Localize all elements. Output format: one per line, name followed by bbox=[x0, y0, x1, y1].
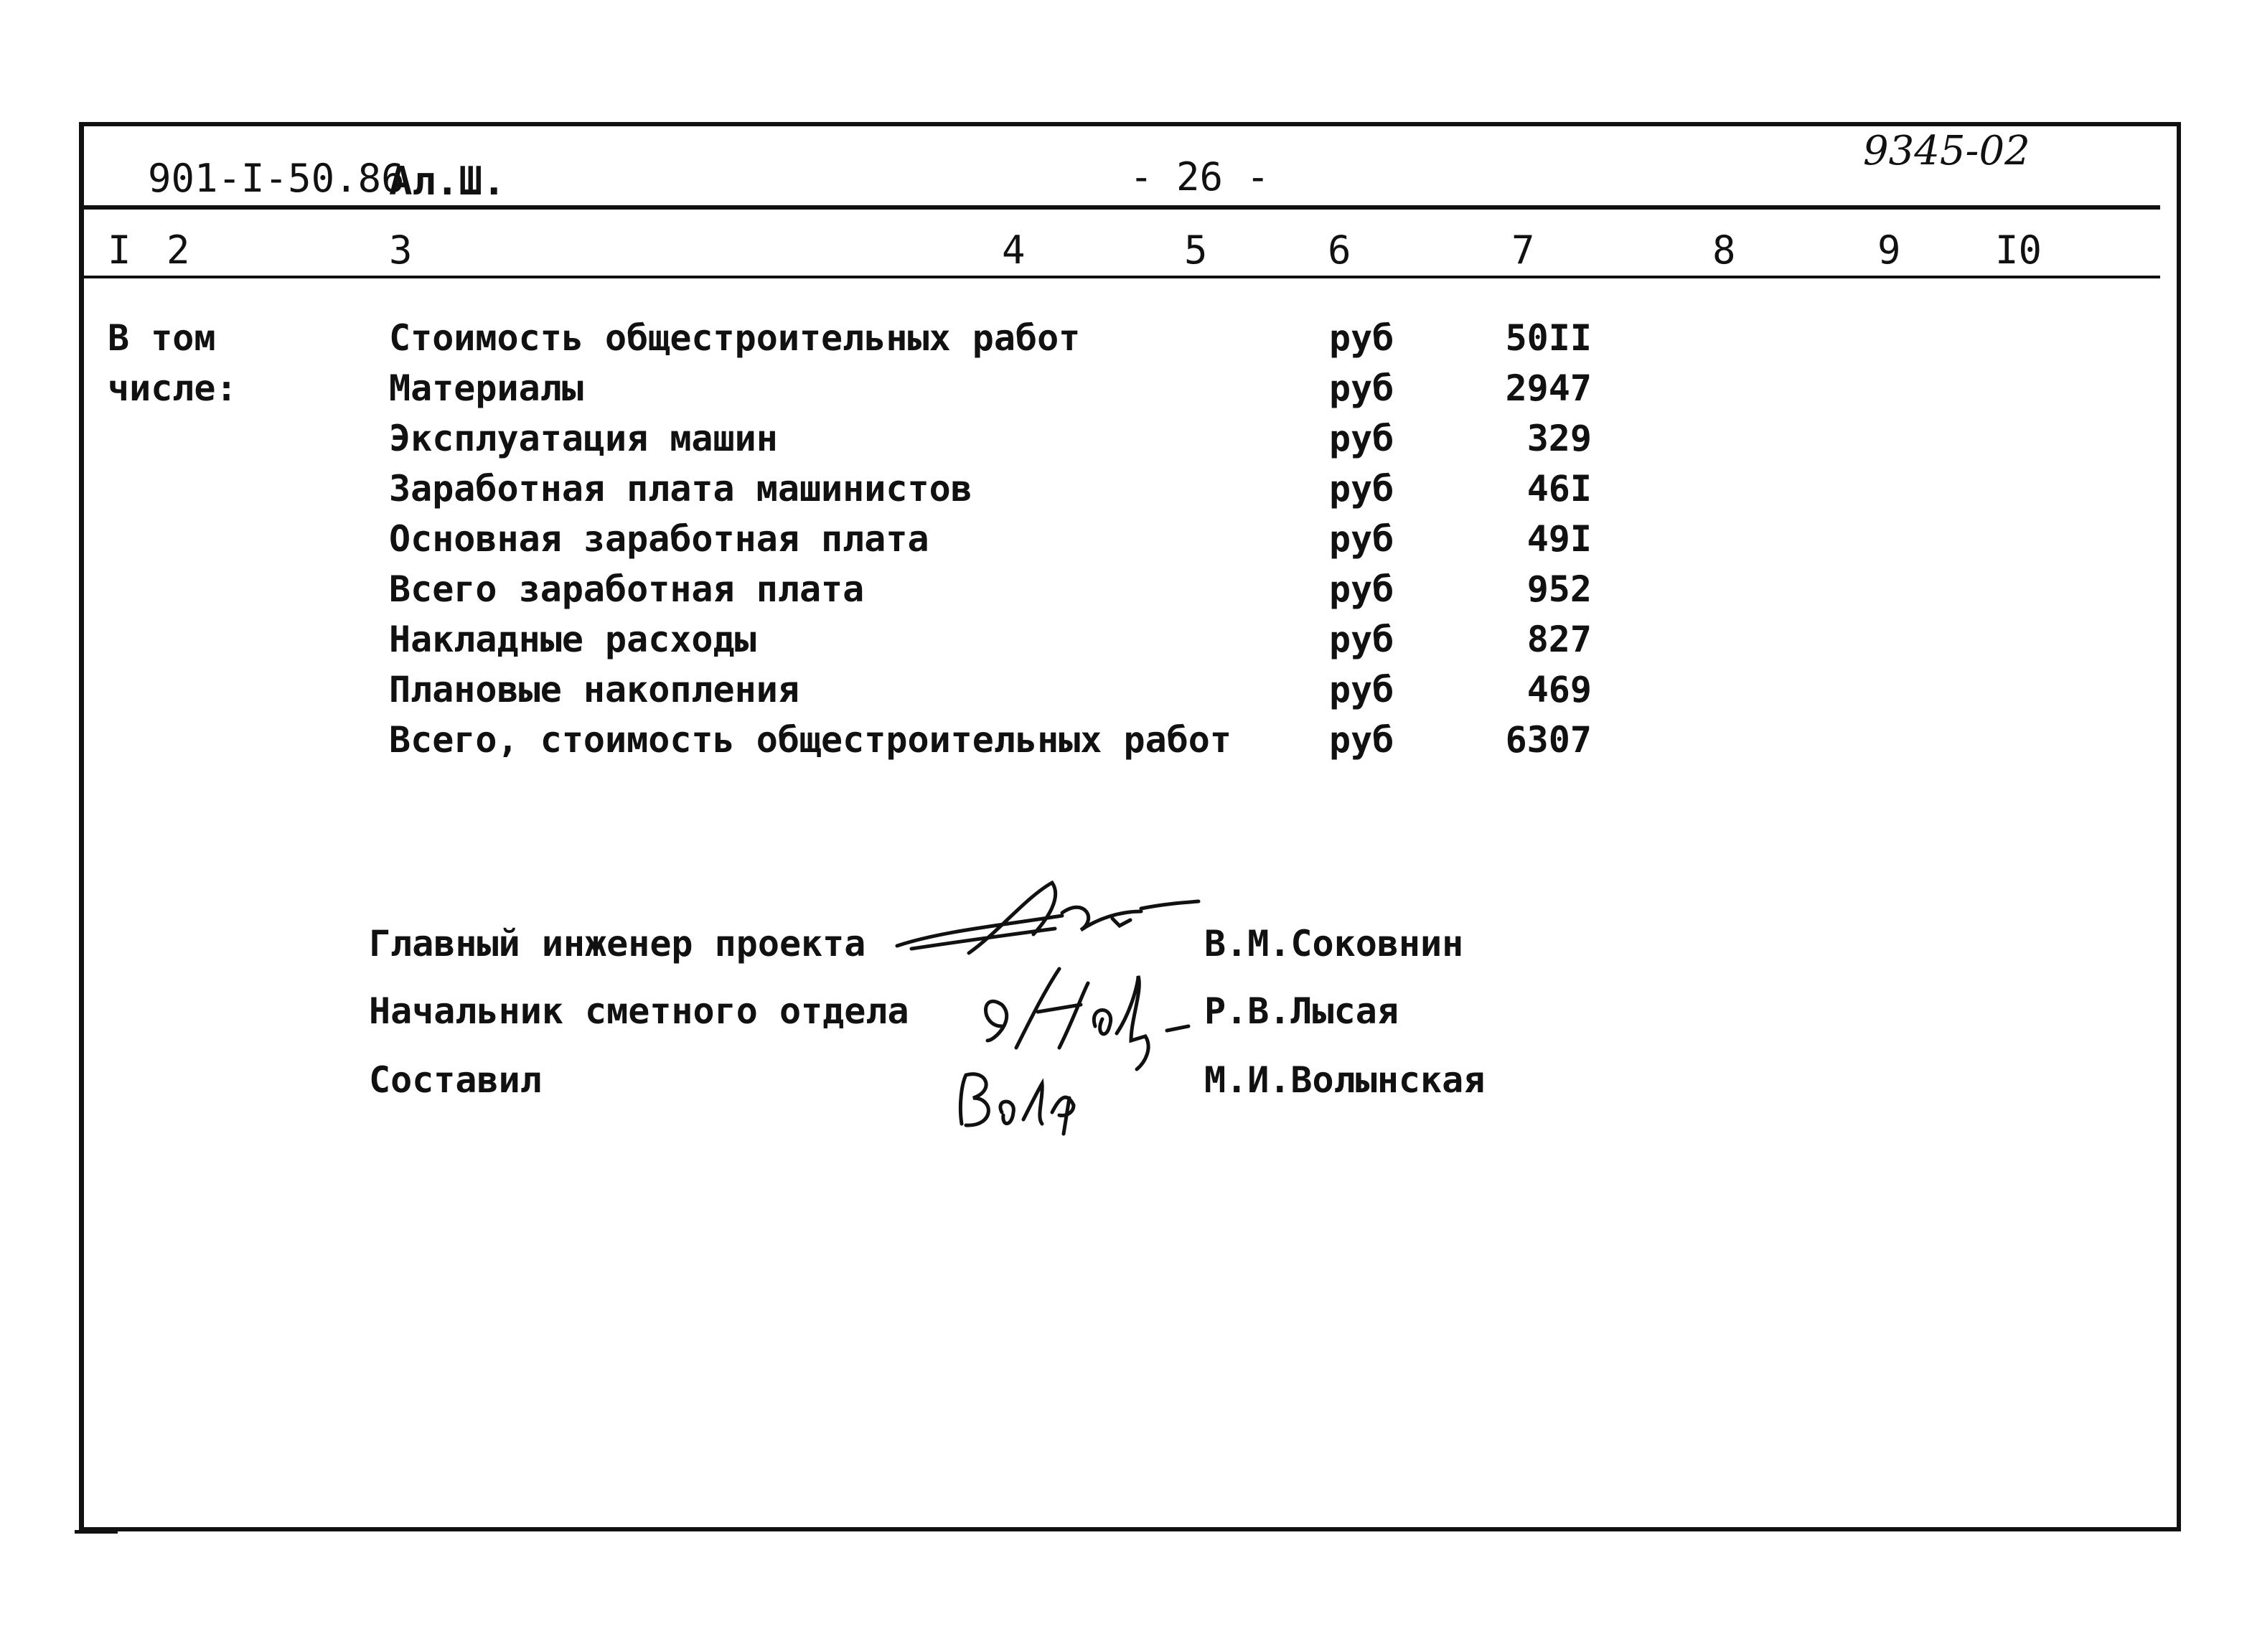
row-name: Стоимость общестроительных работ bbox=[389, 317, 1081, 359]
col-2: 2 bbox=[166, 227, 190, 273]
album-ref: Ал.Ш. bbox=[389, 159, 506, 204]
col-4: 4 bbox=[1002, 227, 1026, 273]
row-value: 469 bbox=[1526, 669, 1592, 710]
col-7: 7 bbox=[1511, 227, 1535, 273]
row-value: 50II bbox=[1505, 317, 1592, 359]
frame-tail bbox=[75, 1530, 118, 1534]
row-name: Материалы bbox=[389, 367, 583, 409]
row-unit: руб bbox=[1329, 518, 1394, 560]
row-unit: руб bbox=[1329, 669, 1394, 710]
col-5: 5 bbox=[1184, 227, 1208, 273]
label-line1: В том bbox=[108, 317, 216, 359]
signature-chief-engineer bbox=[883, 868, 1198, 969]
header-divider bbox=[79, 205, 2160, 210]
row-value: 329 bbox=[1526, 418, 1592, 459]
row-value: 827 bbox=[1526, 619, 1592, 660]
row-name: Плановые накопления bbox=[389, 669, 799, 710]
col-6: 6 bbox=[1328, 227, 1351, 273]
row-unit: руб bbox=[1329, 719, 1394, 761]
row-value: 2947 bbox=[1505, 367, 1592, 409]
col-1: I bbox=[108, 227, 131, 273]
col-8: 8 bbox=[1712, 227, 1736, 273]
signature-role: Составил bbox=[369, 1059, 542, 1101]
page-number: - 26 - bbox=[1130, 154, 1270, 200]
signature-name: М.И.Волынская bbox=[1204, 1059, 1486, 1101]
row-unit: руб bbox=[1329, 568, 1394, 610]
row-value: 46I bbox=[1526, 468, 1592, 510]
col-3: 3 bbox=[389, 227, 413, 273]
row-name: Основная заработная плата bbox=[389, 518, 929, 560]
doc-code: 901-I-50.86 bbox=[148, 156, 405, 201]
column-divider bbox=[79, 276, 2160, 278]
row-value: 952 bbox=[1526, 568, 1592, 610]
label-line2: числе: bbox=[108, 367, 238, 409]
row-unit: руб bbox=[1329, 468, 1394, 510]
col-10: I0 bbox=[1995, 227, 2042, 273]
signature-name: Р.В.Лысая bbox=[1204, 990, 1399, 1032]
row-unit: руб bbox=[1329, 619, 1394, 660]
row-unit: руб bbox=[1329, 367, 1394, 409]
signature-estimate-head bbox=[973, 962, 1196, 1062]
row-name: Накладные расходы bbox=[389, 619, 756, 660]
row-name: Всего заработная плата bbox=[389, 568, 865, 610]
row-value: 6307 bbox=[1505, 719, 1592, 761]
signature-role: Главный инженер проекта bbox=[369, 923, 866, 965]
row-value: 49I bbox=[1526, 518, 1592, 560]
row-name: Заработная плата машинистов bbox=[389, 468, 972, 510]
signature-role: Начальник сметного отдела bbox=[369, 990, 909, 1032]
row-unit: руб bbox=[1329, 317, 1394, 359]
col-9: 9 bbox=[1877, 227, 1901, 273]
stamp-number: 9345-02 bbox=[1863, 128, 2030, 174]
signature-name: В.М.Соковнин bbox=[1204, 923, 1464, 965]
signature-compiler bbox=[952, 1062, 1095, 1141]
row-name: Всего, стоимость общестроительных работ bbox=[389, 719, 1232, 761]
row-name: Эксплуатация машин bbox=[389, 418, 778, 459]
row-unit: руб bbox=[1329, 418, 1394, 459]
